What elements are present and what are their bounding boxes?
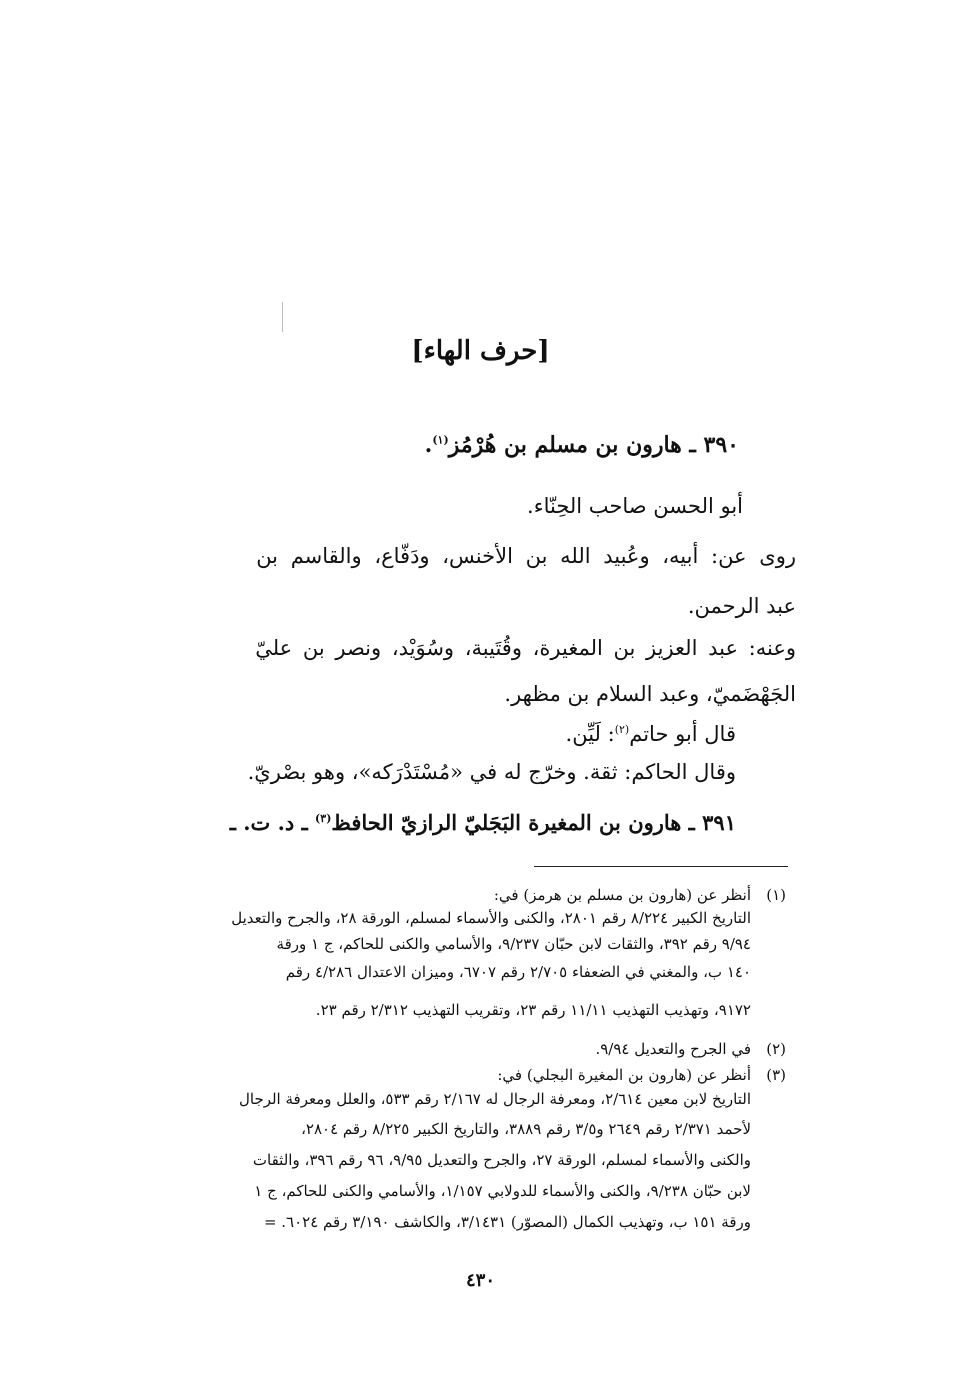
entry-390-from-him-line-1: وعنه: عبد العزيز بن المغيرة، وقُتَيبة، وسُوَيْد، ونصر بن عليّ: [255, 636, 796, 660]
footnote-line: أنظر عن (هارون بن مسلم بن هرمز) في:: [493, 886, 751, 904]
footnote-line: لأحمد ٢/٣٧١ رقم ٢٦٤٩ و٣/٥ رقم ٣٨٨٩، والتاريخ الكبير ٨/٢٢٥ رقم ٢٨٠٤،: [301, 1120, 751, 1138]
entry-390-abu-hatim: [136, 722, 736, 746]
footnote-separator: [534, 866, 788, 867]
footnote-line: ١٤٠ ب، والمغني في الضعفاء ٢/٧٠٥ رقم ٦٧٠٧، وميزان الاعتدال ٤/٢٨٦ رقم: [285, 963, 751, 981]
footnote-line: التاريخ الكبير ٨/٢٢٤ رقم ٢٨٠١، والكنى والأسماء لمسلم، الورقة ٢٨، والجرح والتعديل: [231, 909, 751, 927]
footnote-ref-3: (٣): [315, 812, 332, 825]
footnote-line: ٩١٧٢، وتهذيب التهذيب ١١/١١ رقم ٢٣، وتقريب التهذيب ٢/٣١٢ رقم ٢٣.: [315, 1001, 751, 1019]
entry-391-title: [36, 810, 736, 835]
footnote-line: لابن حبّان ٩/٢٣٨، والكنى والأسماء للدولابي ١/١٥٧، والأسامي والكنى للحاكم، ج ١: [254, 1182, 751, 1200]
entry-390-kunya: أبو الحسن صاحب الحِنّاء.: [527, 494, 743, 518]
footnote-number: (٣): [766, 1066, 786, 1084]
entry-390-narrated-from-line-2: عبد الرحمن.: [687, 594, 796, 618]
footnote-line: ٩/٩٤ رقم ٣٩٢، والثقات لابن حبّان ٩/٢٣٧، والأسامي والكنى للحاكم، ج ١ ورقة: [276, 935, 751, 953]
entry-390-hakim: وقال الحاكم: ثقة. وخرّج له في «مُسْتَدْرَكه»، وهو بصْريّ.: [247, 760, 736, 784]
footnote-line: أنظر عن (هارون بن المغيرة البجلي) في:: [497, 1066, 751, 1084]
footnote-line: التاريخ لابن معين ٢/٦١٤، ومعرفة الرجال له ٢/١٦٧ رقم ٥٣٣، والعلل ومعرفة الرجال: [238, 1090, 751, 1108]
footnote-number: (٢): [766, 1040, 786, 1058]
section-heading: [حرف الهاء]: [411, 336, 550, 366]
entry-391-name: ٣٩١ ـ هارون بن المغيرة البَجَليّ الرازيّ الحافظ: [331, 810, 736, 835]
abu-hatim-label: قال أبو حاتم: [629, 722, 736, 746]
footnote-line: في الجرح والتعديل ٩/٩٤.: [595, 1040, 751, 1058]
entry-390-title-end: .: [424, 432, 433, 458]
entry-390-narrated-from-line-1: روى عن: أبيه، وعُبيد الله بن الأخنس، ودَفّاع، والقاسم بن: [256, 544, 796, 568]
footnote-ref-1: (١): [432, 433, 449, 447]
entry-390-title: [139, 432, 739, 458]
page-number: ٤٣٠: [465, 1270, 495, 1291]
footnote-number: (١): [766, 886, 786, 904]
footnote-line: ورقة ١٥١ ب، وتهذيب الكمال (المصوّر) ٣/١٤٣١، والكاشف ٣/١٩٠ رقم ٦٠٢٤. =: [263, 1213, 751, 1231]
entry-390-name: ٣٩٠ ـ هارون بن مسلم بن هُرْمُز: [448, 432, 739, 458]
abu-hatim-verdict: : لَيِّن.: [565, 722, 615, 746]
footnote-line: والكنى والأسماء لمسلم، الورقة ٢٧، والجرح والتعديل ٩/٩٥، ٩٦ رقم ٣٩٦، والثقات: [252, 1151, 751, 1169]
scan-mark: [282, 302, 283, 332]
footnote-ref-2: (٢): [614, 723, 630, 736]
entry-390-from-him-line-2: الجَهْضَميّ، وعبد السلام بن مظهر.: [504, 682, 796, 706]
entry-391-title-end: ـ د. ت. ـ: [229, 810, 316, 835]
